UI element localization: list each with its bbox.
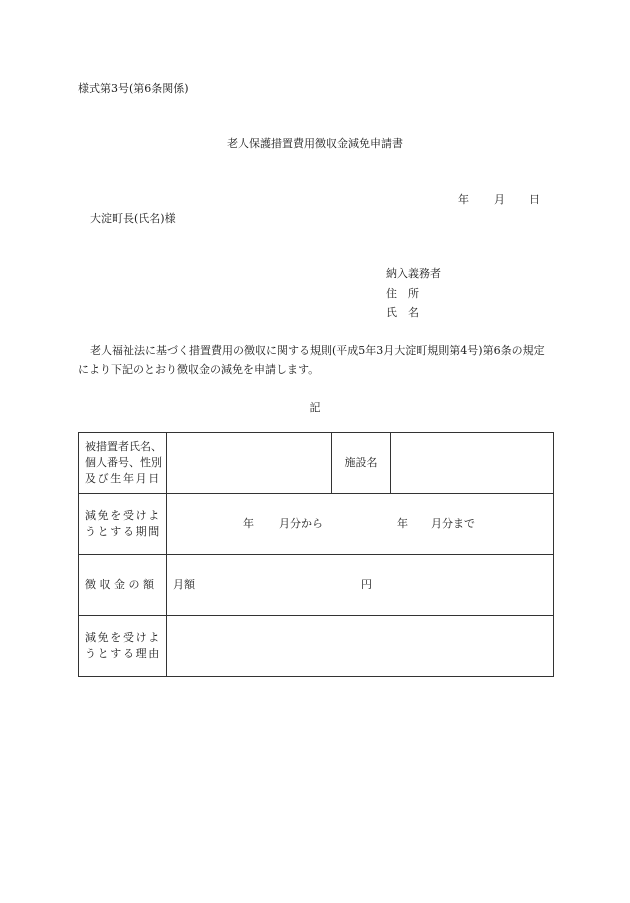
ki-heading: 記 <box>309 401 321 414</box>
application-form-table <box>78 432 554 677</box>
period-label-cell <box>79 494 167 555</box>
date-month-label: 月 <box>494 193 505 206</box>
reason-label-line2: うとする理由 <box>85 647 161 660</box>
table-row-period <box>79 494 554 555</box>
amount-input-cell[interactable] <box>167 555 554 616</box>
obligor-heading: 納入義務者 <box>386 267 441 280</box>
table-row-amount <box>79 555 554 616</box>
form-number: 様式第3号(第6条関係) <box>78 82 189 95</box>
period-label-line2: うとする期間 <box>85 525 161 538</box>
address-label: 住 所 <box>386 287 419 300</box>
recipient-label-line3: 及び生年月日 <box>85 471 161 485</box>
reason-input-cell[interactable] <box>167 616 554 677</box>
name-label: 氏 名 <box>386 306 419 319</box>
period-to-month: 月分まで <box>431 517 475 530</box>
period-from-month: 月分から <box>279 517 323 530</box>
application-body-text: 老人福祉法に基づく措置費用の徴収に関する規則(平成5年3月大淀町規則第4号)第6条の規定により下記のとおり徴収金の減免を申請します。 <box>78 344 545 376</box>
facility-label: 施設名 <box>344 456 378 470</box>
period-label-line1: 減免を受けよ <box>85 509 161 523</box>
recipient-label-line2: 個人番号、性別 <box>85 456 162 470</box>
amount-label-cell <box>79 555 167 616</box>
document-title: 老人保護措置費用徴収金減免申請書 <box>227 137 403 150</box>
period-input-cell[interactable] <box>167 494 554 555</box>
recipient-label-line1: 被措置者氏名、 <box>85 440 162 454</box>
recipient-label-cell <box>79 433 167 494</box>
table-row-recipient <box>79 433 554 494</box>
period-to-year: 年 <box>397 517 408 530</box>
monthly-label: 月額 <box>173 578 195 591</box>
period-from-year: 年 <box>243 517 254 530</box>
reason-label-cell <box>79 616 167 677</box>
recipient-input-cell[interactable] <box>167 433 332 494</box>
reason-label-line1: 減免を受けよ <box>85 631 161 645</box>
amount-label: 徴 収 金 の 額 <box>85 578 154 592</box>
table-row-reason <box>79 616 554 677</box>
facility-label-cell <box>332 433 391 494</box>
facility-input-cell[interactable] <box>391 433 554 494</box>
addressee: 大淀町長(氏名)様 <box>90 212 176 225</box>
date-year-label: 年 <box>458 193 469 206</box>
yen-label: 円 <box>361 578 372 591</box>
date-day-label: 日 <box>529 193 540 206</box>
